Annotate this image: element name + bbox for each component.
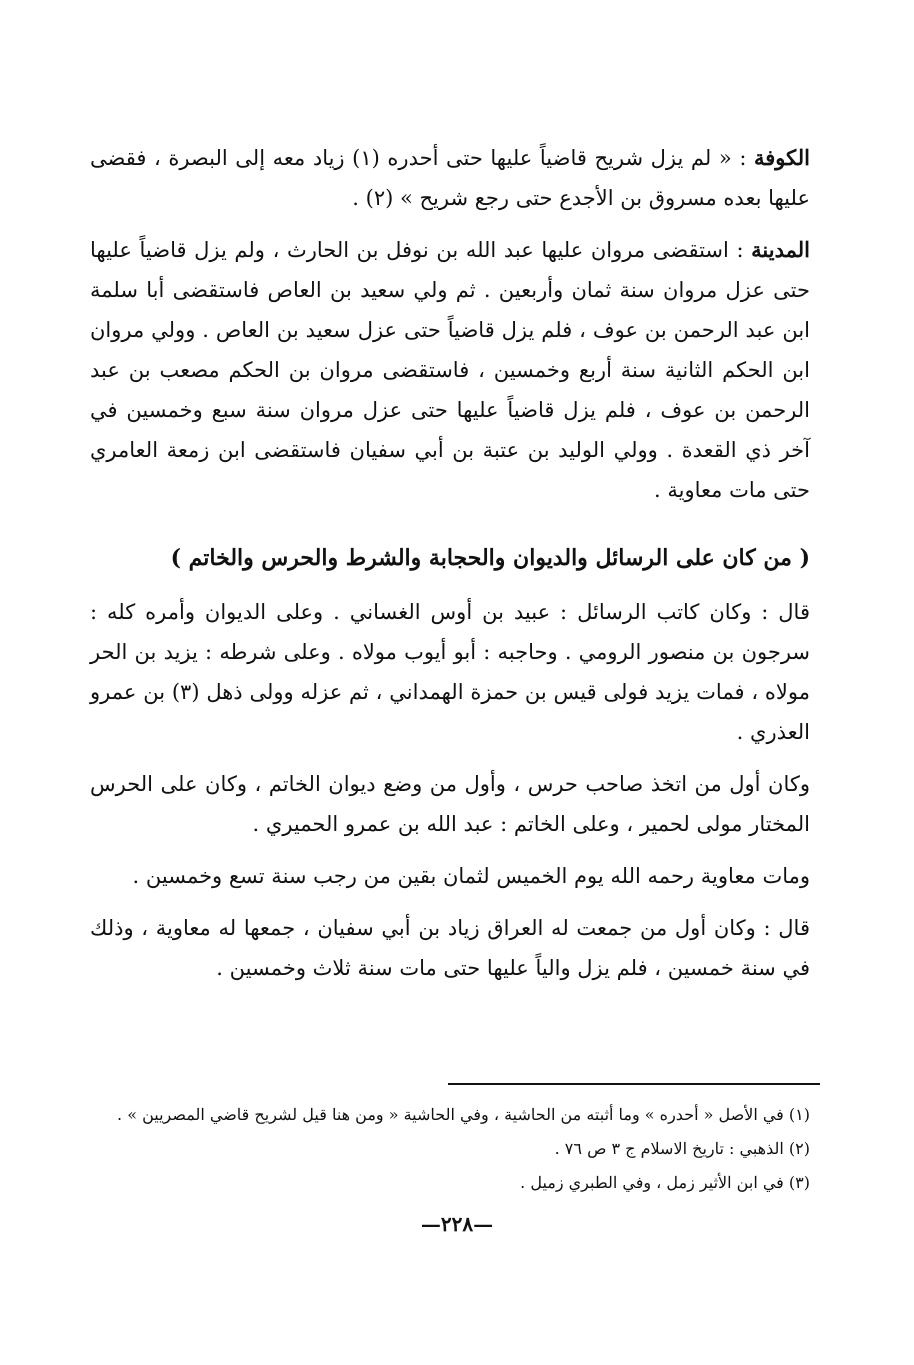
section-heading: ( من كان على الرسائل والديوان والحجابة والشرط والحرس والخاتم ) <box>170 545 810 571</box>
keyword-kufa: الكوفة <box>754 145 810 170</box>
footnote-3: (٣) في ابن الأثير زمل ، وفي الطبري زميل . <box>520 1173 810 1192</box>
paragraph-madina-text: : استقضى مروان عليها عبد الله بن نوفل بن الحارث ، ولم يزل قاضياً عليها حتى عزل مروان سنة ثمان وأربعين . ثم ولي سعيد بن العاص فاستقضى أبا سلمة ابن عبد الرحمن بن عوف ، فلم يزل قاضياً حتى عزل سعيد بن العاص . وولي مروان ابن الحكم الثانية سنة أربع وخمسين ، فاستقضى مروان بن الحكم مصعب بن عبد الرحمن بن عوف ، فلم يزل قاضياً عليها حتى عزل مروان سنة سبع وخمسين في آخر ذي القعدة . وولي الوليد بن عتبة بن أبي سفيان فاستقضى ابن زمعة العامري حتى مات معاوية . <box>90 238 810 502</box>
footnote-1: (١) في الأصل « أحدره » وما أثبته من الحاشية ، وفي الحاشية « ومن هنا قيل لشريح قاضي المصريين » . <box>117 1105 810 1124</box>
footnote-divider <box>448 1083 820 1085</box>
page-body <box>90 138 810 1000</box>
footnote-2: (٢) الذهبي : تاريخ الاسلام ج ٣ ص ٧٦ . <box>554 1139 810 1158</box>
footnotes <box>100 1098 810 1200</box>
paragraph-kufa <box>90 138 810 218</box>
paragraph-madina <box>90 230 810 510</box>
paragraph-death: ومات معاوية رحمه الله يوم الخميس لثمان بقين من رجب سنة تسع وخمسين . <box>132 864 810 888</box>
paragraph-kufa-text: : « لم يزل شريح قاضياً عليها حتى أحدره (١) زياد معه إلى البصرة ، فقضى عليها بعده مسروق بن الأجدع حتى رجع شريح » (٢) . <box>90 146 810 210</box>
paragraph-guard-seal: وكان أول من اتخذ صاحب حرس ، وأول من وضع ديوان الخاتم ، وكان على الحرس المختار مولى لحمير ، وعلى الخاتم : عبد الله بن عمرو الحميري . <box>90 772 810 836</box>
paragraph-officials: قال : وكان كاتب الرسائل : عبيد بن أوس الغساني . وعلى الديوان وأمره كله : سرجون بن منصور الرومي . وحاجبه : أبو أيوب مولاه . وعلى شرطه : يزيد بن الحر مولاه ، فمات يزيد فولى قيس بن حمزة الهمداني ، ثم عزله وولى ذهل (٣) بن عمرو العذري . <box>90 600 810 744</box>
keyword-madina: المدينة <box>751 237 810 262</box>
page-number: —٢٢٨— <box>420 1212 494 1236</box>
paragraph-iraq: قال : وكان أول من جمعت له العراق زياد بن أبي سفيان ، جمعها له معاوية ، وذلك في سنة خمسين ، فلم يزل والياً عليها حتى مات سنة ثلاث وخمسين . <box>90 916 810 980</box>
